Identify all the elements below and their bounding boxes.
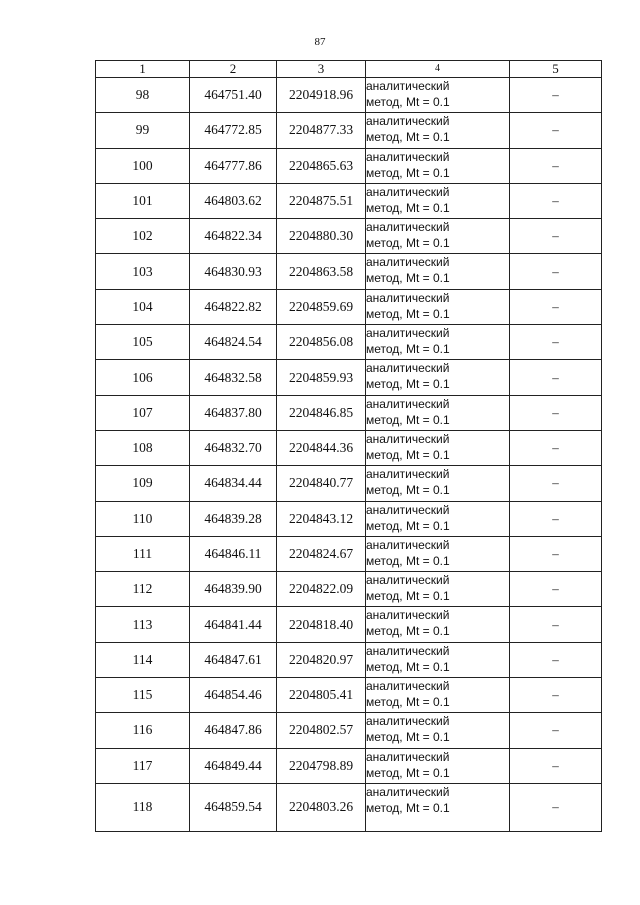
x-coordinate-cell: 464824.54 [190, 325, 277, 360]
method-line-1: аналитический [366, 255, 450, 270]
y-coordinate-cell: 2204805.41 [277, 678, 366, 713]
column-5-cell: – [510, 430, 602, 465]
method-line-1: аналитический [366, 184, 450, 199]
table-row [96, 113, 602, 148]
table-row [96, 572, 602, 607]
point-number-cell: 99 [96, 113, 190, 148]
method-cell [366, 642, 510, 677]
y-coordinate-cell: 2204918.96 [277, 78, 366, 113]
column-5-cell: – [510, 466, 602, 501]
method-cell [366, 430, 510, 465]
method-line-1: аналитический [366, 643, 450, 658]
header-col-3: 3 [277, 61, 366, 78]
x-coordinate-cell: 464847.86 [190, 713, 277, 748]
method-line-2: метод, Mt = 0.1 [366, 659, 450, 674]
y-coordinate-cell: 2204840.77 [277, 466, 366, 501]
table-row [96, 607, 602, 642]
column-5-cell: – [510, 254, 602, 289]
point-number-cell: 100 [96, 148, 190, 183]
column-5-cell: – [510, 219, 602, 254]
x-coordinate-cell: 464854.46 [190, 678, 277, 713]
y-coordinate-cell: 2204822.09 [277, 572, 366, 607]
point-number-cell: 110 [96, 501, 190, 536]
method-line-1: аналитический [366, 502, 450, 517]
y-coordinate-cell: 2204865.63 [277, 148, 366, 183]
method-cell [366, 113, 510, 148]
point-number-cell: 114 [96, 642, 190, 677]
method-cell [366, 678, 510, 713]
y-coordinate-cell: 2204803.26 [277, 783, 366, 831]
header-col-4: 4 [366, 61, 510, 78]
x-coordinate-cell: 464830.93 [190, 254, 277, 289]
header-col-2: 2 [190, 61, 277, 78]
method-line-2: метод, Mt = 0.1 [366, 447, 450, 462]
table-row [96, 289, 602, 324]
table-row [96, 536, 602, 571]
point-number-cell: 102 [96, 219, 190, 254]
table-header-row [96, 61, 602, 78]
method-line-1: аналитический [366, 467, 450, 482]
x-coordinate-cell: 464837.80 [190, 395, 277, 430]
table-row [96, 395, 602, 430]
column-5-cell: – [510, 360, 602, 395]
method-line-1: аналитический [366, 290, 450, 305]
method-cell [366, 501, 510, 536]
method-line-1: аналитический [366, 784, 450, 799]
header-col-5: 5 [510, 61, 602, 78]
x-coordinate-cell: 464839.28 [190, 501, 277, 536]
point-number-cell: 108 [96, 430, 190, 465]
table-row [96, 254, 602, 289]
table-row [96, 78, 602, 113]
method-line-1: аналитический [366, 361, 450, 376]
column-5-cell: – [510, 748, 602, 783]
method-cell [366, 78, 510, 113]
method-line-1: аналитический [366, 679, 450, 694]
point-number-cell: 104 [96, 289, 190, 324]
method-line-2: метод, Mt = 0.1 [366, 553, 450, 568]
y-coordinate-cell: 2204818.40 [277, 607, 366, 642]
y-coordinate-cell: 2204802.57 [277, 713, 366, 748]
point-number-cell: 113 [96, 607, 190, 642]
method-line-2: метод, Mt = 0.1 [366, 518, 450, 533]
x-coordinate-cell: 464847.61 [190, 642, 277, 677]
column-5-cell: – [510, 78, 602, 113]
y-coordinate-cell: 2204875.51 [277, 183, 366, 218]
table-row [96, 713, 602, 748]
method-cell [366, 360, 510, 395]
column-5-cell: – [510, 642, 602, 677]
x-coordinate-cell: 464834.44 [190, 466, 277, 501]
coordinates-table [95, 60, 602, 832]
method-cell [366, 536, 510, 571]
method-line-1: аналитический [366, 326, 450, 341]
x-coordinate-cell: 464772.85 [190, 113, 277, 148]
point-number-cell: 105 [96, 325, 190, 360]
method-line-1: аналитический [366, 714, 450, 729]
table-row [96, 642, 602, 677]
method-line-2: метод, Mt = 0.1 [366, 200, 450, 215]
method-cell [366, 325, 510, 360]
y-coordinate-cell: 2204863.58 [277, 254, 366, 289]
column-5-cell: – [510, 183, 602, 218]
y-coordinate-cell: 2204844.36 [277, 430, 366, 465]
column-5-cell: – [510, 783, 602, 831]
method-line-2: метод, Mt = 0.1 [366, 95, 450, 109]
method-line-1: аналитический [366, 220, 450, 235]
y-coordinate-cell: 2204843.12 [277, 501, 366, 536]
y-coordinate-cell: 2204859.69 [277, 289, 366, 324]
point-number-cell: 117 [96, 748, 190, 783]
table-row [96, 748, 602, 783]
header-col-1: 1 [96, 61, 190, 78]
y-coordinate-cell: 2204880.30 [277, 219, 366, 254]
method-line-2: метод, Mt = 0.1 [366, 377, 450, 392]
column-5-cell: – [510, 536, 602, 571]
method-line-1: аналитический [366, 573, 450, 588]
y-coordinate-cell: 2204846.85 [277, 395, 366, 430]
y-coordinate-cell: 2204820.97 [277, 642, 366, 677]
method-line-2: метод, Mt = 0.1 [366, 130, 450, 145]
column-5-cell: – [510, 572, 602, 607]
method-line-1: аналитический [366, 149, 450, 164]
method-line-2: метод, Mt = 0.1 [366, 306, 450, 321]
column-5-cell: – [510, 113, 602, 148]
column-5-cell: – [510, 607, 602, 642]
method-cell [366, 783, 510, 831]
method-line-1: аналитический [366, 396, 450, 411]
method-line-2: метод, Mt = 0.1 [366, 695, 450, 710]
table-row [96, 325, 602, 360]
table-row [96, 219, 602, 254]
page-number: 87 [314, 36, 326, 48]
x-coordinate-cell: 464832.70 [190, 430, 277, 465]
table-row [96, 430, 602, 465]
point-number-cell: 112 [96, 572, 190, 607]
y-coordinate-cell: 2204859.93 [277, 360, 366, 395]
table-row [96, 783, 602, 831]
table-row [96, 148, 602, 183]
x-coordinate-cell: 464751.40 [190, 78, 277, 113]
method-cell [366, 572, 510, 607]
point-number-cell: 116 [96, 713, 190, 748]
method-line-2: метод, Mt = 0.1 [366, 165, 450, 180]
method-line-1: аналитический [366, 79, 450, 93]
x-coordinate-cell: 464832.58 [190, 360, 277, 395]
point-number-cell: 111 [96, 536, 190, 571]
method-line-2: метод, Mt = 0.1 [366, 730, 450, 745]
method-cell [366, 607, 510, 642]
method-line-1: аналитический [366, 537, 450, 552]
table-row [96, 360, 602, 395]
method-cell [366, 183, 510, 218]
table-row [96, 678, 602, 713]
table-row [96, 501, 602, 536]
x-coordinate-cell: 464841.44 [190, 607, 277, 642]
method-cell [366, 219, 510, 254]
method-line-2: метод, Mt = 0.1 [366, 271, 450, 286]
table-row [96, 183, 602, 218]
column-5-cell: – [510, 501, 602, 536]
method-line-2: метод, Mt = 0.1 [366, 483, 450, 498]
point-number-cell: 107 [96, 395, 190, 430]
method-line-1: аналитический [366, 114, 450, 129]
point-number-cell: 98 [96, 78, 190, 113]
method-line-1: аналитический [366, 749, 450, 764]
method-line-2: метод, Mt = 0.1 [366, 765, 450, 780]
method-line-2: метод, Mt = 0.1 [366, 236, 450, 251]
point-number-cell: 106 [96, 360, 190, 395]
y-coordinate-cell: 2204824.67 [277, 536, 366, 571]
point-number-cell: 109 [96, 466, 190, 501]
method-line-2: метод, Mt = 0.1 [366, 342, 450, 357]
x-coordinate-cell: 464822.82 [190, 289, 277, 324]
column-5-cell: – [510, 289, 602, 324]
method-line-2: метод, Mt = 0.1 [366, 624, 450, 639]
method-cell [366, 748, 510, 783]
method-line-2: метод, Mt = 0.1 [366, 589, 450, 604]
column-5-cell: – [510, 713, 602, 748]
method-line-1: аналитический [366, 431, 450, 446]
method-cell [366, 395, 510, 430]
method-line-2: метод, Mt = 0.1 [366, 800, 450, 815]
x-coordinate-cell: 464849.44 [190, 748, 277, 783]
method-line-1: аналитический [366, 608, 450, 623]
y-coordinate-cell: 2204877.33 [277, 113, 366, 148]
table-row [96, 466, 602, 501]
point-number-cell: 103 [96, 254, 190, 289]
method-cell [366, 148, 510, 183]
method-cell [366, 254, 510, 289]
method-cell [366, 289, 510, 324]
method-line-2: метод, Mt = 0.1 [366, 412, 450, 427]
column-5-cell: – [510, 325, 602, 360]
point-number-cell: 118 [96, 783, 190, 831]
x-coordinate-cell: 464777.86 [190, 148, 277, 183]
method-cell [366, 466, 510, 501]
column-5-cell: – [510, 395, 602, 430]
table-body [96, 78, 602, 832]
x-coordinate-cell: 464846.11 [190, 536, 277, 571]
y-coordinate-cell: 2204856.08 [277, 325, 366, 360]
x-coordinate-cell: 464859.54 [190, 783, 277, 831]
column-5-cell: – [510, 148, 602, 183]
point-number-cell: 101 [96, 183, 190, 218]
y-coordinate-cell: 2204798.89 [277, 748, 366, 783]
method-cell [366, 713, 510, 748]
x-coordinate-cell: 464822.34 [190, 219, 277, 254]
point-number-cell: 115 [96, 678, 190, 713]
column-5-cell: – [510, 678, 602, 713]
x-coordinate-cell: 464803.62 [190, 183, 277, 218]
x-coordinate-cell: 464839.90 [190, 572, 277, 607]
